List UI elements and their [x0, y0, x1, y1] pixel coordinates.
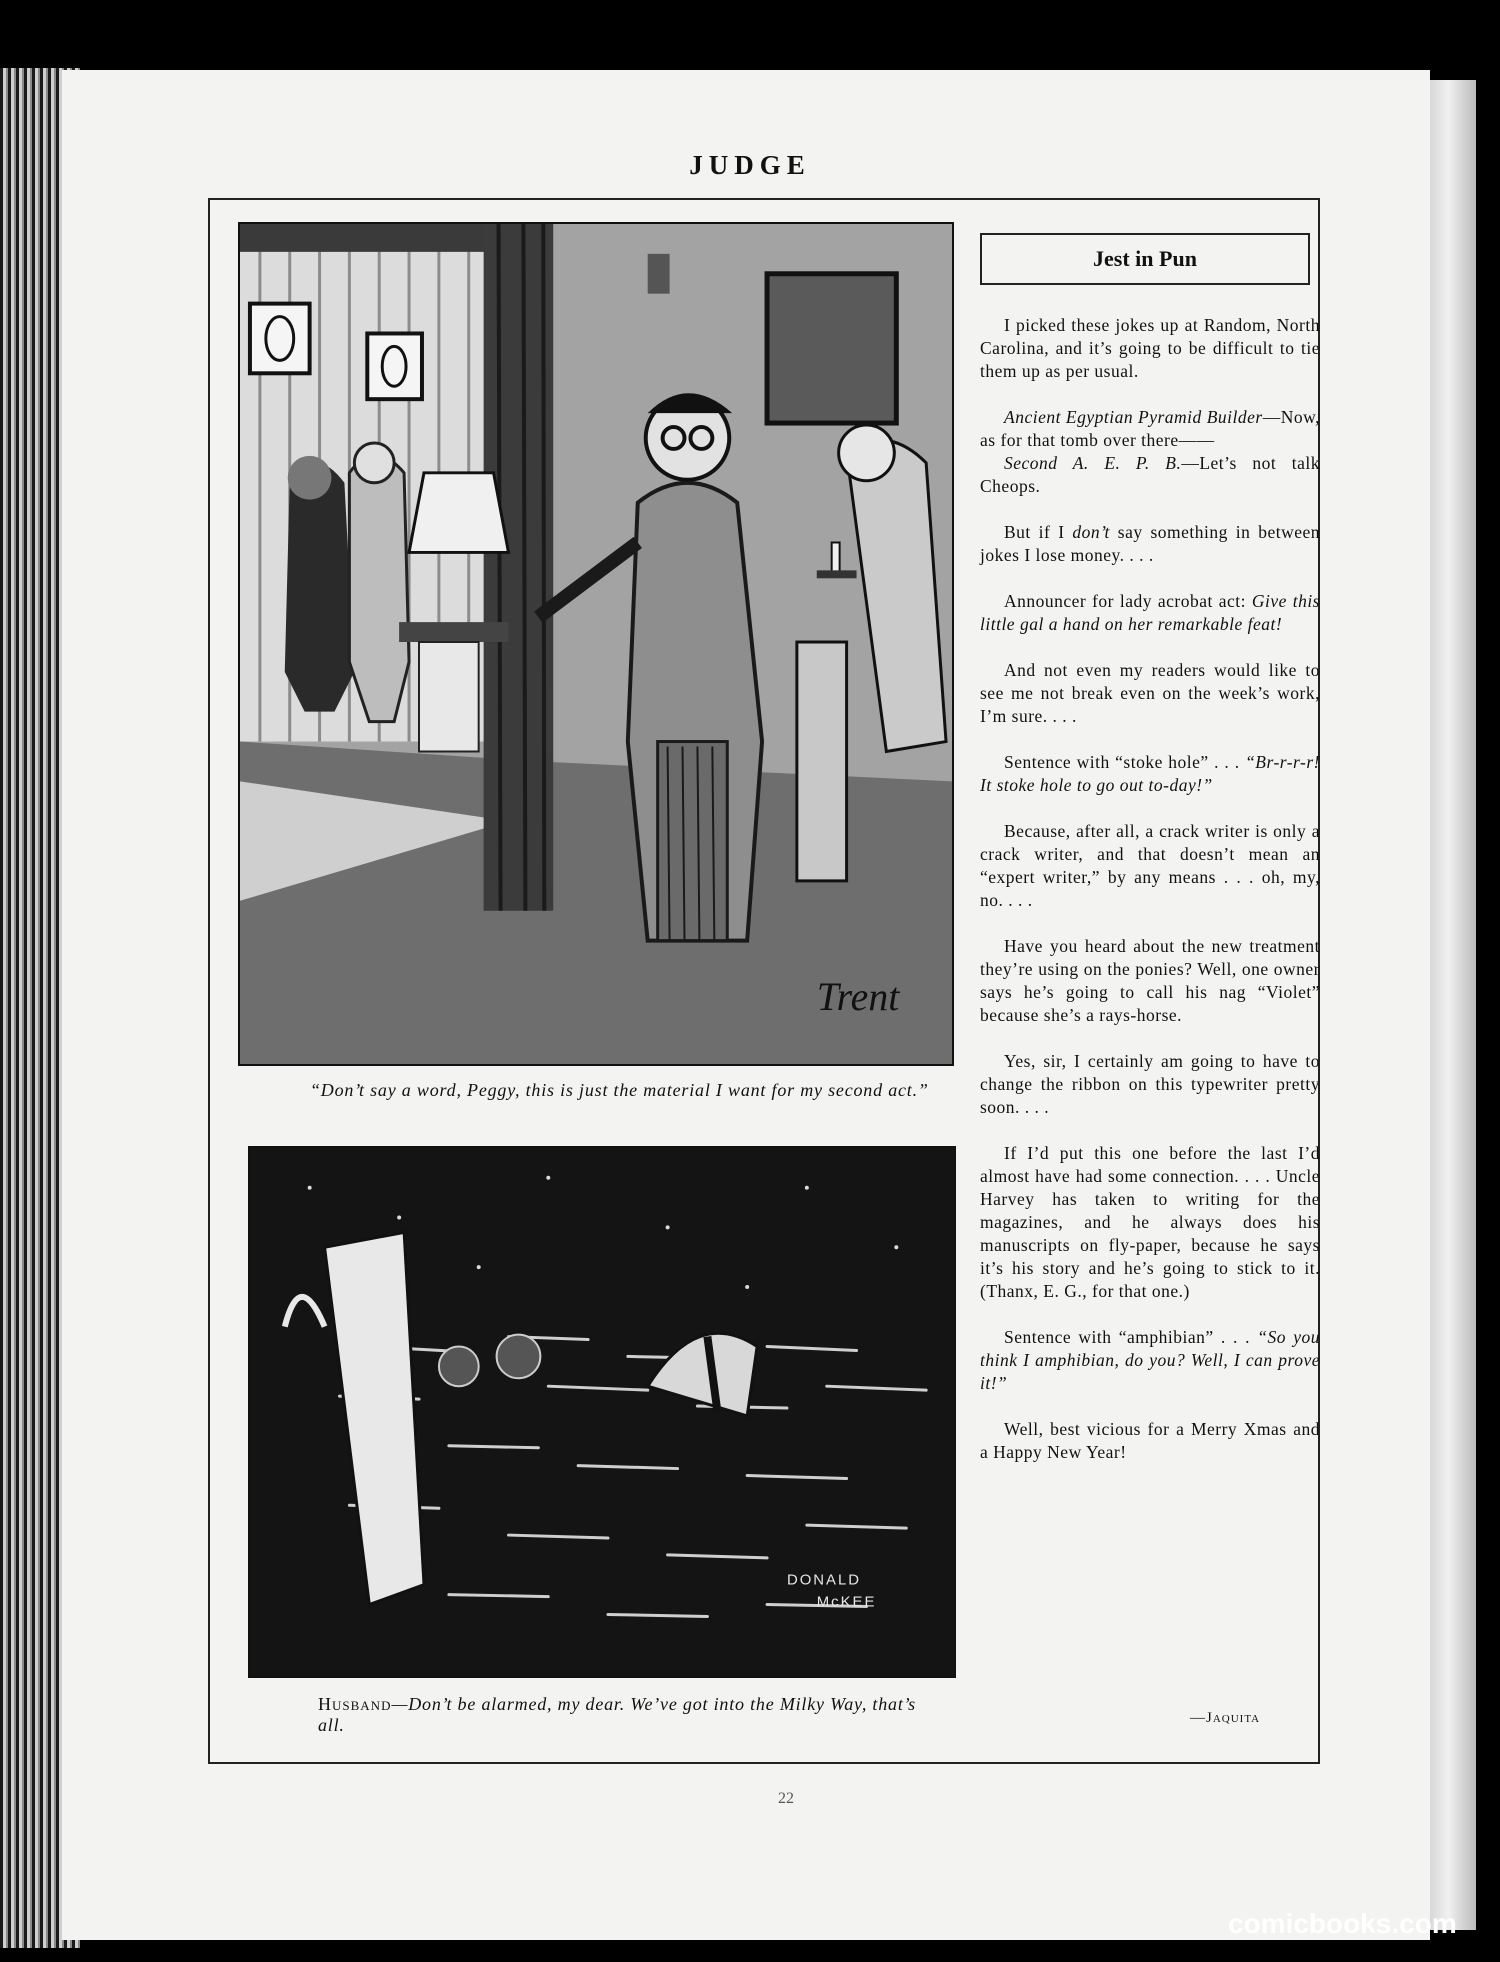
magazine-title: JUDGE	[689, 150, 811, 180]
column-title: Jest in Pun	[980, 233, 1310, 285]
jokes-column	[980, 314, 1320, 1464]
cartoon-bottom-illustration	[248, 1146, 956, 1678]
cartoon-top-caption: “Don’t say a word, Peggy, this is just the material I want for my second act.”	[310, 1080, 929, 1100]
joke-paragraph: Sentence with “stoke hole” . . . “Br-r-r-r! It stoke hole to go out to-day!”	[980, 752, 1320, 795]
joke-paragraph: But if I don’t say something in between jokes I lose money. . . .	[980, 522, 1320, 565]
cartoon-bottom-signature-line2: McKEE	[816, 1594, 877, 1611]
facing-page-edge	[1430, 80, 1476, 1930]
cartoon-top-signature: Trent	[816, 975, 900, 1020]
watermark: comicbooks.com	[1228, 1908, 1457, 1939]
joke-paragraph: Well, best vicious for a Merry Xmas and a Happy New Year!	[980, 1419, 1320, 1462]
caption-text: —Don’t be alarmed, my dear. We’ve got into the Milky Way, that’s all.	[318, 1694, 916, 1735]
joke-paragraph: Because, after all, a crack writer is only a crack writer, and that doesn’t mean an “expert writer,” by any means . . . oh, my, no. . . .	[980, 821, 1320, 910]
joke-paragraph: Have you heard about the new treatment they’re using on the ponies? Well, one owner says he’s going to call his nag “Violet” because she’s a rays-horse.	[980, 936, 1320, 1025]
joke-paragraph: Ancient Egyptian Pyramid Builder—Now, as for that tomb over there——	[980, 407, 1320, 450]
joke-paragraph: Sentence with “amphibian” . . . “So you think I amphibian, do you? Well, I can prove it!”	[980, 1327, 1321, 1393]
cartoon-top-illustration	[238, 222, 954, 1066]
cartoon-bottom-signature-line1: DONALD	[786, 1572, 862, 1589]
page-number: 22	[778, 1790, 794, 1807]
joke-paragraph: Second A. E. P. B.—Let’s not talk Cheops.	[980, 453, 1320, 496]
joke-paragraph: I picked these jokes up at Random, North Carolina, and it’s going to be difficult to tie them up as per usual.	[980, 315, 1320, 381]
joke-paragraph: Announcer for lady acrobat act: Give this little gal a hand on her remarkable feat!	[980, 591, 1320, 634]
cartoon-bottom-caption	[318, 1694, 938, 1736]
joke-paragraph: Yes, sir, I certainly am going to have to change the ribbon on this typewriter pretty soon. . . .	[980, 1051, 1320, 1117]
joke-paragraph: And not even my readers would like to see me not break even on the week’s work, I’m sure. . . .	[980, 660, 1320, 726]
caption-speaker: Husband	[318, 1694, 392, 1714]
column-signature: —Jaquita	[1190, 1710, 1261, 1726]
joke-paragraph: If I’d put this one before the last I’d almost have had some connection. . . . Uncle Harvey has taken to writing for the magazines, and he always does his manuscripts on fly-paper, because he says it’s his story and he’s going to stick to it. (Thanx, E. G., for that one.)	[980, 1143, 1320, 1301]
